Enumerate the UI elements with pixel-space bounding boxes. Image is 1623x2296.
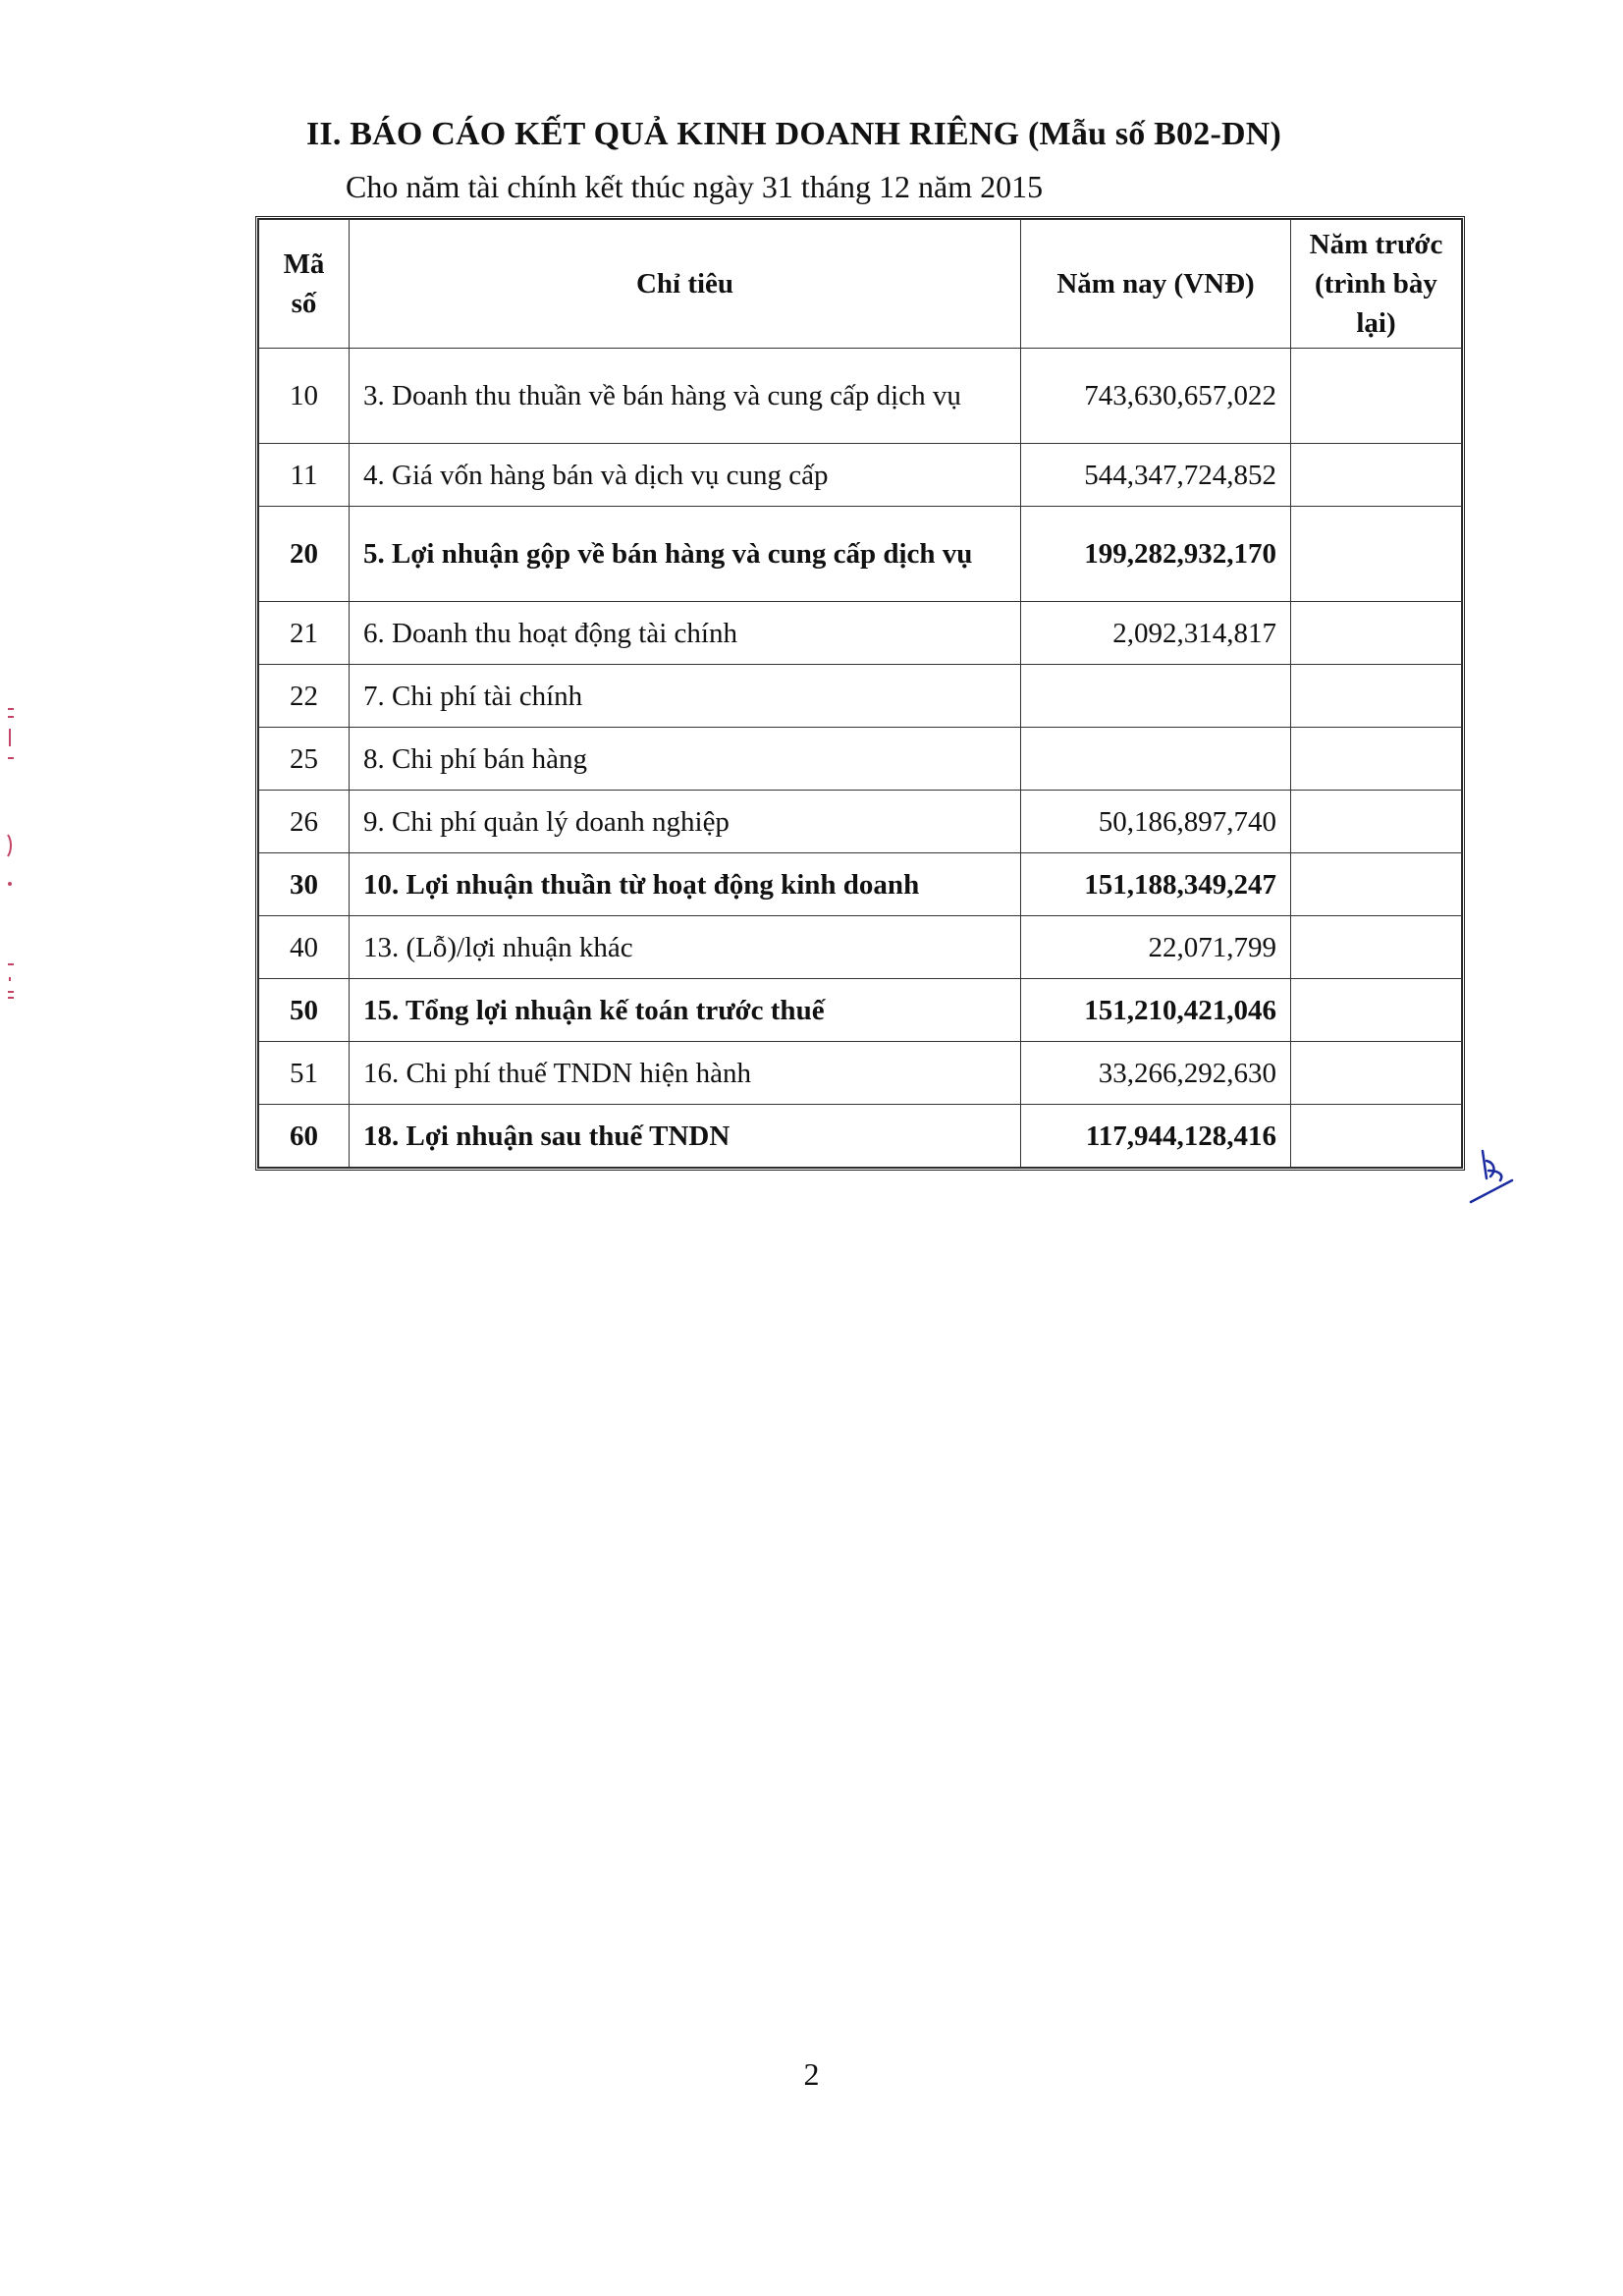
row-previous-value <box>1291 791 1462 853</box>
row-previous-value <box>1291 665 1462 728</box>
row-code: 21 <box>259 602 350 665</box>
row-name: 18. Lợi nhuận sau thuế TNDN <box>350 1105 1021 1168</box>
row-name: 4. Giá vốn hàng bán và dịch vụ cung cấp <box>350 444 1021 507</box>
table-row <box>259 853 1462 916</box>
row-current-value: 117,944,128,416 <box>1021 1105 1291 1168</box>
row-previous-value <box>1291 602 1462 665</box>
row-previous-value <box>1291 1042 1462 1105</box>
income-statement-table <box>258 219 1462 1168</box>
row-name: 6. Doanh thu hoạt động tài chính <box>350 602 1021 665</box>
row-previous-value <box>1291 979 1462 1042</box>
table-header-row <box>259 220 1462 349</box>
page-title: II. BÁO CÁO KẾT QUẢ KINH DOANH RIÊNG (Mẫu số B02-DN) <box>306 116 1282 152</box>
report-table-frame <box>255 216 1465 1171</box>
row-name: 9. Chi phí quản lý doanh nghiệp <box>350 791 1021 853</box>
row-current-value: 33,266,292,630 <box>1021 1042 1291 1105</box>
row-current-value: 151,188,349,247 <box>1021 853 1291 916</box>
header-name: Chỉ tiêu <box>350 220 1021 349</box>
table-row <box>259 507 1462 602</box>
row-previous-value <box>1291 1105 1462 1168</box>
table-row <box>259 444 1462 507</box>
table-row <box>259 916 1462 979</box>
row-code: 11 <box>259 444 350 507</box>
row-previous-value <box>1291 349 1462 444</box>
row-previous-value <box>1291 916 1462 979</box>
row-current-value: 743,630,657,022 <box>1021 349 1291 444</box>
table-row <box>259 1105 1462 1168</box>
row-current-value: 544,347,724,852 <box>1021 444 1291 507</box>
header-code: Mã số <box>259 220 350 349</box>
row-previous-value <box>1291 853 1462 916</box>
row-name: 7. Chi phí tài chính <box>350 665 1021 728</box>
row-code: 22 <box>259 665 350 728</box>
row-current-value: 22,071,799 <box>1021 916 1291 979</box>
row-code: 51 <box>259 1042 350 1105</box>
row-previous-value <box>1291 444 1462 507</box>
row-name: 10. Lợi nhuận thuần từ hoạt động kinh doanh <box>350 853 1021 916</box>
row-previous-value <box>1291 728 1462 791</box>
row-name: 5. Lợi nhuận gộp về bán hàng và cung cấp dịch vụ <box>350 507 1021 602</box>
margin-marks <box>0 707 29 1021</box>
row-code: 20 <box>259 507 350 602</box>
row-name: 3. Doanh thu thuần về bán hàng và cung cấp dịch vụ <box>350 349 1021 444</box>
header-current-year: Năm nay (VNĐ) <box>1021 220 1291 349</box>
row-current-value: 151,210,421,046 <box>1021 979 1291 1042</box>
row-name: 16. Chi phí thuế TNDN hiện hành <box>350 1042 1021 1105</box>
handwritten-initials <box>1463 1141 1522 1220</box>
row-previous-value <box>1291 507 1462 602</box>
row-code: 25 <box>259 728 350 791</box>
row-code: 26 <box>259 791 350 853</box>
row-name: 15. Tổng lợi nhuận kế toán trước thuế <box>350 979 1021 1042</box>
table-row <box>259 791 1462 853</box>
table-row <box>259 1042 1462 1105</box>
row-current-value <box>1021 728 1291 791</box>
table-row <box>259 979 1462 1042</box>
row-current-value <box>1021 665 1291 728</box>
table-row <box>259 665 1462 728</box>
row-current-value: 2,092,314,817 <box>1021 602 1291 665</box>
row-current-value: 50,186,897,740 <box>1021 791 1291 853</box>
row-code: 50 <box>259 979 350 1042</box>
row-code: 10 <box>259 349 350 444</box>
row-name: 13. (Lỗ)/lợi nhuận khác <box>350 916 1021 979</box>
row-name: 8. Chi phí bán hàng <box>350 728 1021 791</box>
row-current-value: 199,282,932,170 <box>1021 507 1291 602</box>
table-row <box>259 728 1462 791</box>
page-subtitle: Cho năm tài chính kết thúc ngày 31 tháng 12 năm 2015 <box>346 169 1044 204</box>
row-code: 30 <box>259 853 350 916</box>
page-number: 2 <box>803 2056 820 2092</box>
table-row <box>259 349 1462 444</box>
row-code: 40 <box>259 916 350 979</box>
row-code: 60 <box>259 1105 350 1168</box>
table-row <box>259 602 1462 665</box>
header-previous-year: Năm trước (trình bày lại) <box>1291 220 1462 349</box>
